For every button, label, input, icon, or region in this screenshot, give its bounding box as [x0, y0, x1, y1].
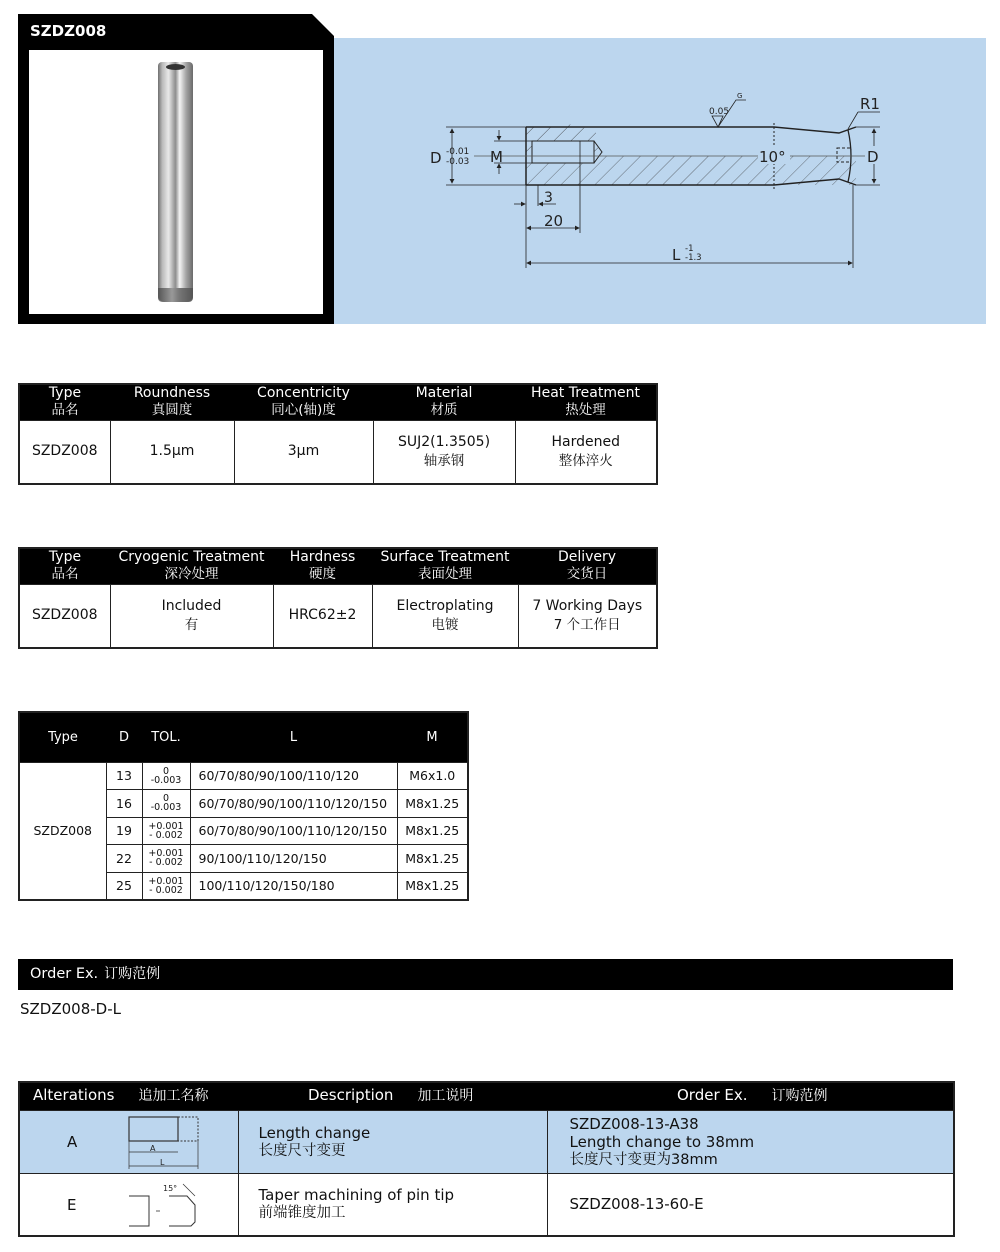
dim-3: 3 — [544, 190, 553, 206]
pin-chamfer-icon — [158, 288, 193, 302]
order-title-en: Order Ex. — [30, 966, 99, 982]
header-type: Type 品名 — [19, 548, 110, 584]
header-m: M — [397, 712, 468, 762]
cell-type: SZDZ008 — [19, 420, 110, 484]
cell-type: SZDZ008 — [19, 584, 110, 648]
header-l: L — [190, 712, 397, 762]
size-table — [18, 711, 469, 901]
l-tol-upper: -1 — [685, 244, 694, 254]
alteration-code: E — [67, 1195, 77, 1214]
cell-l: 60/70/80/90/100/110/120/150 — [190, 790, 397, 818]
pin-hole-icon — [166, 64, 185, 70]
cell-order-example: SZDZ008-13-A38 Length change to 38mm 长度尺寸变更为38mm — [547, 1110, 954, 1173]
cell-tol: 0 -0.003 — [142, 762, 190, 790]
spec-table-2 — [18, 547, 658, 649]
cell-m: M8x1.25 — [397, 872, 468, 900]
dim-20: 20 — [544, 212, 564, 230]
d-tol-upper: -0.01 — [446, 147, 470, 157]
alteration-code: A — [67, 1132, 78, 1151]
table-row — [19, 420, 657, 484]
table-row — [19, 1173, 954, 1236]
cell-d: 19 — [106, 817, 142, 845]
order-example-bar — [18, 959, 953, 990]
m-label: M — [490, 148, 503, 166]
alterations-header — [19, 1082, 954, 1110]
technical-drawing — [334, 38, 986, 324]
cell-d: 13 — [106, 762, 142, 790]
cell-m: M8x1.25 — [397, 817, 468, 845]
l-tol-lower: -1.3 — [685, 253, 702, 263]
product-title: SZDZ008 — [30, 22, 107, 40]
header-description: Description 加工说明 — [238, 1082, 547, 1110]
d-label: D — [430, 149, 442, 167]
cell-order-example: SZDZ008-13-60-E — [547, 1173, 954, 1236]
cell-m: M8x1.25 — [397, 845, 468, 873]
cell-hardness: HRC62±2 — [273, 584, 372, 648]
cell-alteration-a — [19, 1110, 238, 1173]
cell-heat-treatment: Hardened 整体淬火 — [515, 420, 657, 484]
d-tol-lower: -0.03 — [446, 157, 470, 167]
header-order-example: Order Ex. 订购范例 — [547, 1082, 954, 1110]
cell-m: M8x1.25 — [397, 790, 468, 818]
order-title-cn: 订购范例 — [104, 966, 161, 982]
header-type: Type 品名 — [19, 384, 110, 420]
angle-label: 10° — [759, 148, 786, 166]
cell-surface-treatment: Electroplating 电镀 — [372, 584, 518, 648]
alterations-table — [18, 1081, 955, 1237]
cell-l: 60/70/80/90/100/110/120/150 — [190, 817, 397, 845]
cell-l: 90/100/110/120/150 — [190, 845, 397, 873]
d-right-label: D — [867, 148, 879, 166]
cell-d: 16 — [106, 790, 142, 818]
header-concentricity: Concentricity 同心(轴)度 — [234, 384, 373, 420]
header-hardness: Hardness 硬度 — [273, 548, 372, 584]
cell-material: SUJ2(1.3505) 轴承钢 — [373, 420, 515, 484]
cell-alteration-e — [19, 1173, 238, 1236]
cell-type: SZDZ008 — [19, 762, 106, 900]
header-tol: TOL. — [142, 712, 190, 762]
header-type: Type — [19, 712, 106, 762]
l-label: L — [672, 246, 681, 264]
table-row — [19, 584, 657, 648]
cell-l: 60/70/80/90/100/110/120 — [190, 762, 397, 790]
header-cryogenic: Cryogenic Treatment 深冷处理 — [110, 548, 273, 584]
cell-concentricity: 3μm — [234, 420, 373, 484]
header-material: Material 材质 — [373, 384, 515, 420]
table-row — [19, 762, 468, 790]
table-row — [19, 1110, 954, 1173]
sketch-angle-label: 15° — [163, 1183, 178, 1193]
roughness-value: 0.05 — [709, 107, 730, 117]
cell-roundness: 1.5μm — [110, 420, 234, 484]
header-roundness: Roundness 真圆度 — [110, 384, 234, 420]
cell-cryogenic: Included 有 — [110, 584, 273, 648]
cell-tol: 0 -0.003 — [142, 790, 190, 818]
cell-description: Length change 长度尺寸变更 — [238, 1110, 547, 1173]
sketch-a-label: A — [150, 1143, 156, 1153]
roughness-grade: G — [737, 92, 743, 100]
cell-tol: +0.001 - 0.002 — [142, 817, 190, 845]
pin-section — [474, 123, 874, 189]
pin-photo-icon — [158, 62, 193, 302]
cell-tol: +0.001 - 0.002 — [142, 872, 190, 900]
sketch-l-label: L — [160, 1157, 165, 1167]
header-surface-treatment: Surface Treatment 表面处理 — [372, 548, 518, 584]
length-change-sketch-icon — [125, 1114, 205, 1170]
cell-description: Taper machining of pin tip 前端锥度加工 — [238, 1173, 547, 1236]
spec-table-1 — [18, 383, 658, 485]
order-code: SZDZ008-D-L — [20, 1000, 121, 1018]
cell-l: 100/110/120/150/180 — [190, 872, 397, 900]
size-table-header — [19, 712, 468, 762]
taper-tip-sketch-icon — [125, 1180, 205, 1232]
header-d: D — [106, 712, 142, 762]
radius-label: R1 — [860, 95, 880, 113]
drawing-svg — [334, 38, 986, 324]
cell-d: 22 — [106, 845, 142, 873]
cell-m: M6x1.0 — [397, 762, 468, 790]
spec-table-1-header — [19, 384, 657, 420]
cell-d: 25 — [106, 872, 142, 900]
header-delivery: Delivery 交货日 — [518, 548, 657, 584]
header-heat-treatment: Heat Treatment 热处理 — [515, 384, 657, 420]
spec-table-2-header — [19, 548, 657, 584]
cell-tol: +0.001 - 0.002 — [142, 845, 190, 873]
header-alterations: Alterations 追加工名称 — [19, 1082, 238, 1110]
cell-delivery: 7 Working Days 7 个工作日 — [518, 584, 657, 648]
